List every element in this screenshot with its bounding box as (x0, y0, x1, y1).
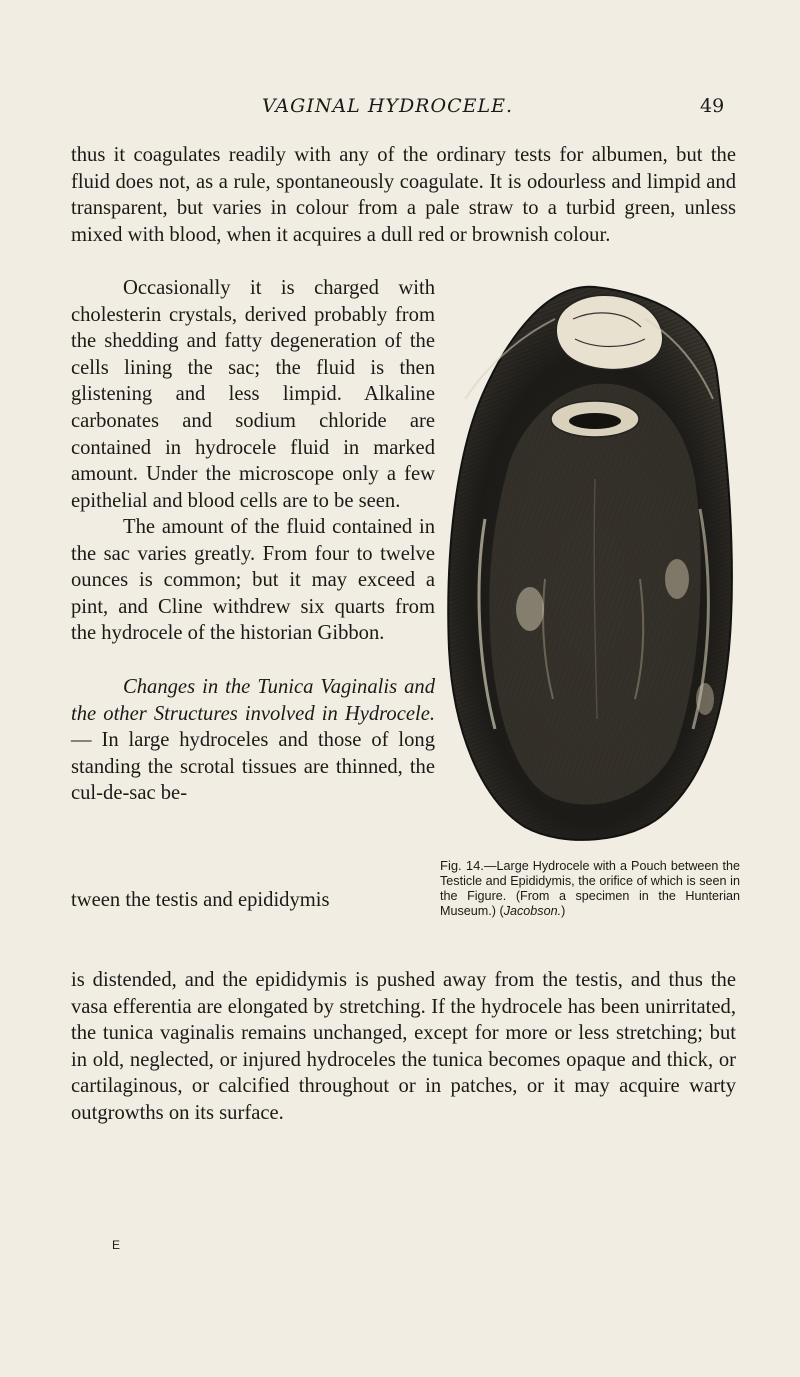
section-heading: Changes in the Tunica Vaginalis and the other Structures involved in Hydrocele. (71, 676, 435, 725)
figure-caption-end: ) (561, 904, 566, 918)
body-paragraph-4 (71, 674, 435, 807)
body-paragraph-2: Occasionally it is charged with cholesterin crystals, derived probably from the shedding and fatty degeneration of the cells lining the sac; the fluid is then glistening and less limpid. Alkaline carbonates and sodium chloride are contained in hydrocele fluid in marked amount. Under the microscope only a few epithelial and blood cells are to be seen. (71, 277, 435, 512)
figure-label: Fig. 14. (440, 858, 484, 873)
running-head (0, 95, 800, 125)
body-paragraph-4-tail: is distended, and the epididymis is pushed away from the testis, and thus the vasa efferentia are elongated by stretching. If the hydrocele has been unirritated, the tunica vaginalis remains unchanged, except for more or less stretching; but in old, neglected, or injured hydroceles the tunica becomes opaque and thick, or cartilaginous, or calcified throughout or in patches, or it may acquire warty outgrowths on its surface. (71, 969, 736, 1124)
hydrocele-engraving (445, 279, 735, 859)
hydrocele-illustration (445, 279, 735, 859)
figure-caption-text: —Large Hydrocele with a Pouch between the Testicle and Epididymis, the orifice of which is seen in the Figure. (From a specimen in the Hunterian Museum.) ( (440, 859, 740, 918)
figure-credit: Jacobson. (503, 904, 562, 918)
body-paragraph-1: thus it coagulates readily with any of the ordinary tests for albumen, but the fluid does not, as a rule, spontaneously coagulate. It is odourless and limpid and transparent, but varies in colour from a pale straw to a turbid green, unless mixed with blood, when it acquires a dull red or brownish colour. (71, 144, 736, 246)
heading-dash: — (71, 729, 92, 752)
body-paragraph-3: The amount of the fluid contained in the sac varies greatly. From four to twelve ounces is common; but it may exceed a pint, and Cline withdrew six quarts from the hydrocele of the historian Gibbon. (71, 516, 435, 645)
page-number: 49 (700, 95, 725, 117)
paragraph-4-text: In large hydroceles and those of long standing the scrotal tissues are thinned, the cul-de-sac be- (71, 729, 435, 805)
signature-mark: E (112, 1238, 121, 1252)
body-paragraph-4-continued: tween the testis and epididymis (71, 889, 330, 911)
figure-caption (440, 858, 740, 919)
running-title: VAGINAL HYDROCELE. (262, 95, 514, 117)
